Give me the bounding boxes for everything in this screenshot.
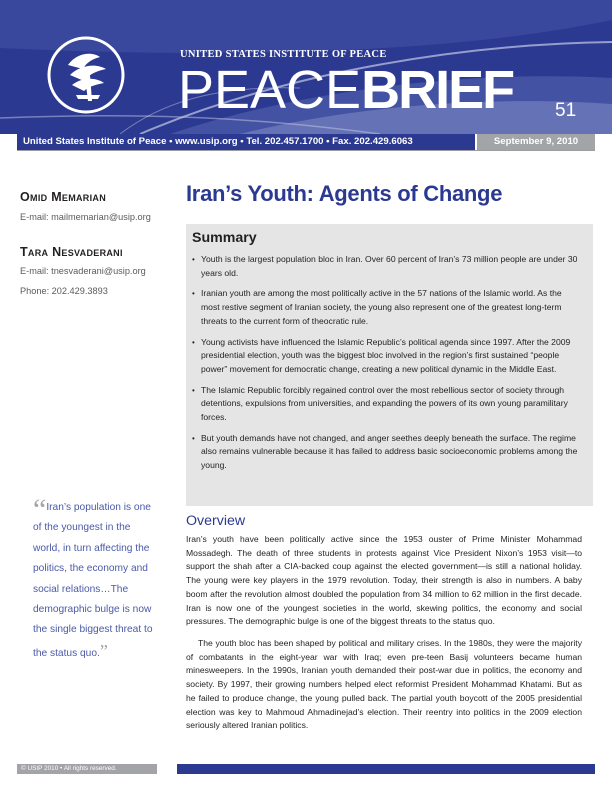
- wordmark-brief: BRIEF: [361, 60, 514, 120]
- summary-bullet: • Young activists have influenced the Islamic Republic’s political agenda since 1997. After the 2009 presidential election, youth was the biggest bloc involved in the region’s first sustained “people power” movement for democratic change, creating a new political dynamic in the Middle East.: [192, 336, 580, 377]
- wordmark-peace: PEACE: [178, 60, 362, 120]
- overview-paragraph-2: The youth bloc has been shaped by political and military crises. In the 1980s, they were the majority of combatants in the eight-year war with Iraq; even pre-teen Basij volunteers became human minesweepers. In the 1990s, Iranian youth demanded their post-war due in politics, the economy and society. By 1997, their growing numbers helped elect reformist President Mohammad Khatami. But as he failed to produce change, the young pulled back. The partial youth boycott of the 2005 presidential election was key to Mahmoud Ahmadinejad’s election. Their reentry into politics in the 2009 election seriously altered Iranian politics.: [186, 638, 582, 731]
- close-quote-icon: ”: [99, 640, 108, 661]
- masthead-divider: [17, 150, 595, 151]
- summary-bullet-list: [192, 253, 580, 480]
- overview-paragraph-1: Iran’s youth have been politically active since the 1953 ouster of Prime Minister Mohammad Mossadegh. The death of three students in protests against Vice President Nixon’s 1953 visit—to support the shah after a CIA-backed coup against the elected government—is still a national holiday. The young were key players in the 1979 revolution. Today, their strength is also in numbers. A baby boom after the revolution almost doubled the population from 34 million to 62 million in the first decade. Iran is now one of the youngest societies in the world, skewing politics, the economy and social pressures. The demographic bulge is one of the biggest threats to the status quo.: [186, 534, 582, 627]
- summary-heading: Summary: [192, 230, 257, 246]
- summary-bullet: • Youth is the largest population bloc in Iran. Over 60 percent of Iran’s 73 million people are under 30 years old.: [192, 253, 580, 280]
- summary-bullet: • The Islamic Republic forcibly regained control over the most rebellious sector of society through detentions, expulsions from universities, and expanding the powers of its own young paramilitary forces.: [192, 384, 580, 425]
- issue-number: 51: [555, 100, 577, 121]
- masthead: [0, 0, 612, 134]
- summary-bullet: • Iranian youth are among the most politically active in the 57 nations of the Islamic world. As the most restive segment of Iranian society, the young also represent one of the greatest long-term threats to the current form of theocratic rule.: [192, 287, 580, 328]
- institute-name: UNITED STATES INSTITUTE OF PEACE: [180, 49, 387, 60]
- author-name-2: Tara Nesvaderani: [20, 245, 123, 259]
- usip-dove-logo-icon: [46, 35, 126, 115]
- summary-bullet: • But youth demands have not changed, and anger seethes deeply beneath the surface. The regime also remains vulnerable because it has failed to address basic socioeconomic problems among the young.: [192, 432, 580, 473]
- publication-date: September 9, 2010: [477, 134, 595, 150]
- footer-bar: [177, 764, 595, 774]
- author-phone: Phone: 202.429.3893: [20, 286, 108, 296]
- author-email-2[interactable]: E-mail: tnesvaderani@usip.org: [20, 266, 146, 276]
- overview-heading: Overview: [186, 513, 246, 529]
- author-email-1[interactable]: E-mail: mailmemarian@usip.org: [20, 212, 151, 222]
- footer-copyright: © USIP 2010 • All rights reserved.: [17, 764, 157, 774]
- pull-quote: [33, 493, 157, 664]
- contact-info-bar: United States Institute of Peace • www.usip.org • Tel. 202.457.1700 • Fax. 202.429.6063: [17, 134, 475, 150]
- article-title: Iran’s Youth: Agents of Change: [186, 181, 503, 206]
- pull-quote-text: Iran’s population is one of the youngest in the world, in turn affecting the politics, the economy and social relations…The demographic bulge is now the single biggest threat to the status quo.: [33, 502, 153, 659]
- author-name-1: Omid Memarian: [20, 190, 107, 204]
- open-quote-icon: “: [33, 493, 47, 526]
- peacebrief-wordmark: [178, 60, 513, 120]
